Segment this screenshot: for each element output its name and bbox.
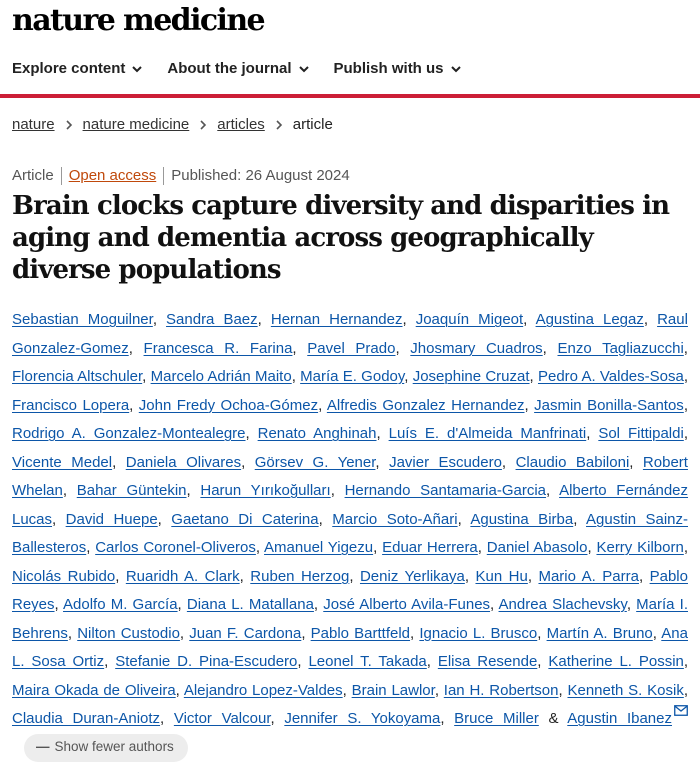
author-link[interactable]: Hernan Hernandez [270,311,403,328]
breadcrumb [12,114,333,136]
author-link[interactable]: Pablo Reyes [12,567,688,613]
author-link[interactable]: Kenneth S. Kosik [567,681,684,699]
author-link[interactable]: Carlos Coronel-Oliveros [95,539,256,556]
author-link[interactable]: Ana L. Sosa Ortiz [12,624,688,670]
author-separator: , [186,482,201,499]
author-separator: , [523,311,536,328]
author-link[interactable]: Bahar Güntekin [76,482,187,499]
author-separator: , [112,453,126,471]
author-separator: , [342,681,352,699]
author-link[interactable]: Maira Okada de Oliveira [12,681,176,699]
author-separator: , [376,425,389,442]
author-separator: , [683,339,688,357]
author-link[interactable]: Alfredis Gonzalez Hernandez [326,396,525,414]
breadcrumb-link-nature[interactable]: nature [12,116,55,133]
author-separator: , [558,681,568,699]
author-separator: , [546,482,560,499]
author-separator: , [54,596,64,613]
nav-publish-with-us[interactable] [334,58,462,80]
author-separator: , [529,368,538,385]
author-link[interactable]: Jhosmary Cuadros [410,339,543,357]
author-separator: , [587,539,597,556]
author-link[interactable]: Bruce Miller [454,710,539,727]
author-link[interactable]: Hernando Santamaria-Garcia [344,482,547,499]
author-link[interactable]: Juan F. Cardona [189,624,302,642]
author-link[interactable]: Brain Lawlor [351,681,435,699]
author-separator: , [313,596,324,613]
author-separator: , [179,624,190,642]
author-separator: , [157,510,172,528]
author-separator: , [457,510,471,528]
author-separator: , [349,567,360,585]
author-link[interactable]: Renato Anghinah [257,425,377,442]
author-link[interactable]: Enzo Tagliazucchi [557,339,684,357]
author-separator: , [542,339,558,357]
published-date: Published: 26 August 2024 [171,167,350,184]
author-link[interactable]: Nicolás Rubido [12,567,116,585]
author-separator: , [426,653,438,670]
author-separator: , [318,396,327,414]
author-link[interactable]: Andrea Slachevsky [498,596,627,613]
author-link[interactable]: Robert Whelan [12,453,688,499]
author-link[interactable]: Jennifer S. Yokoyama [284,710,441,727]
author-separator: , [683,539,688,556]
author-separator: , [142,368,151,385]
author-link-corresponding[interactable]: Agustin Ibanez [567,710,672,727]
author-link[interactable]: Mario A. Parra [538,567,639,585]
author-link[interactable]: Gaetano Di Caterina [171,510,319,528]
author-separator: , [501,453,516,471]
author-link[interactable]: Leonel T. Takada [308,653,427,670]
author-link[interactable]: Alberto Fernández Lucas [12,482,689,528]
author-separator: , [67,624,78,642]
author-separator: , [402,311,416,328]
author-separator: & [538,710,568,727]
author-link[interactable]: Harun Yırıkoğulları [200,482,331,499]
author-separator: , [255,539,265,556]
author-separator: , [52,510,66,528]
author-link[interactable]: Francesca R. Farina [143,339,293,357]
author-link[interactable]: Martín A. Bruno [546,624,653,642]
nav-label: About the journal [167,60,292,77]
author-separator: , [683,653,689,670]
author-link[interactable]: Agustina Birba [470,510,574,528]
author-list [12,306,688,762]
article-title: Brain clocks capture diversity and disparities in aging and dementia across geographically diverse populations [12,191,670,285]
chevron-down-icon [131,63,143,75]
article-type: Article [12,167,54,184]
author-separator: , [177,596,187,613]
author-link[interactable]: Victor Valcour [173,710,271,727]
author-link[interactable]: Alejandro Lopez-Valdes [183,681,343,699]
author-link[interactable]: Marcelo Adrián Maito [150,368,292,385]
author-link[interactable]: Kun Hu [475,567,528,585]
author-link[interactable]: Görsev G. Yener [254,453,376,471]
meta-divider [163,167,164,185]
show-fewer-label: Show fewer authors [54,739,174,755]
author-link[interactable]: Vicente Medel [12,453,113,471]
author-separator: , [104,653,116,670]
author-link[interactable]: Deniz Yerlikaya [359,567,465,585]
author-separator: , [291,368,301,385]
author-separator: , [395,339,411,357]
author-separator: , [652,624,662,642]
nav-label: Publish with us [333,60,444,77]
author-link[interactable]: Kerry Kilborn [596,539,684,556]
author-link[interactable]: Elisa Resende [437,653,538,670]
author-link[interactable]: Diana L. Matallana [186,596,314,613]
breadcrumb-current: article [292,116,333,133]
header-divider [0,94,700,98]
author-separator: , [537,624,547,642]
mail-icon[interactable] [674,705,688,716]
author-link[interactable]: Ian H. Robertson [443,681,559,699]
collapse-dash-icon: — [36,739,50,755]
author-link[interactable]: John Fredy Ochoa-Gómez [138,396,319,414]
author-separator: , [490,596,499,613]
author-separator: , [318,510,333,528]
author-link[interactable]: Eduar Herrera [382,539,478,556]
author-link[interactable]: Jasmin Bonilla-Santos [534,396,684,414]
author-separator: , [410,624,420,642]
author-separator: , [683,681,688,699]
breadcrumb-link-nature-medicine[interactable]: nature medicine [82,116,190,133]
author-separator: , [292,339,308,357]
author-link[interactable]: Sebastian Moguilner [12,311,153,328]
author-separator: , [527,567,539,585]
author-separator: , [270,710,285,727]
author-separator: , [434,681,444,699]
author-link[interactable]: Daniela Olivares [125,453,242,471]
author-separator: , [537,653,549,670]
author-separator: , [586,425,599,442]
author-separator: , [297,653,309,670]
author-separator: , [683,368,688,385]
author-separator: , [152,311,167,328]
author-link[interactable]: Sandra Baez [166,311,258,328]
author-separator: , [629,453,643,471]
author-link[interactable]: María E. Godoy [300,368,405,385]
chevron-down-icon [298,63,310,75]
author-link[interactable]: David Huepe [65,510,158,528]
open-access-link[interactable]: Open access [68,167,157,184]
author-link[interactable]: Pablo Barttfeld [310,624,411,642]
author-separator: , [115,567,126,585]
breadcrumb-link-articles[interactable]: articles [217,116,265,133]
author-separator: , [160,710,174,727]
author-separator: , [404,368,413,385]
nav-explore-content[interactable] [12,58,143,80]
author-link[interactable]: Francisco Lopera [12,396,130,414]
author-separator: , [175,681,184,699]
author-separator: , [257,311,271,328]
author-link[interactable]: Raul Gonzalez-Gomez [12,311,688,357]
author-separator: , [241,453,255,471]
show-fewer-authors-button[interactable] [24,734,188,762]
author-separator: , [683,396,688,414]
author-link[interactable]: Marcio Soto-Añari [332,510,458,528]
author-link[interactable]: Josephine Cruzat [412,368,530,385]
main-nav [12,58,462,80]
author-link[interactable]: María I. Behrens [12,596,688,642]
author-link[interactable]: Agustin Sainz-Ballesteros [12,510,688,556]
author-separator: , [129,396,139,414]
author-separator: , [638,567,650,585]
author-separator: , [373,539,383,556]
author-link[interactable]: Nilton Custodio [77,624,180,642]
author-link[interactable]: Ruben Herzog [250,567,350,585]
author-link[interactable]: Javier Escudero [389,453,502,471]
author-link[interactable]: Pedro A. Valdes-Sosa [537,368,684,385]
author-separator: , [62,482,77,499]
author-separator: , [683,425,688,442]
chevron-right-icon [64,119,74,131]
author-link[interactable]: Ignacio L. Brusco [419,624,538,642]
author-separator: , [626,596,637,613]
author-separator: , [239,567,251,585]
author-link[interactable]: Agustina Legaz [535,311,644,328]
author-separator: , [477,539,487,556]
author-separator: , [301,624,311,642]
author-link[interactable]: Florencia Altschuler [12,368,143,385]
site-logo[interactable]: nature medicine [12,3,265,38]
nav-about-journal[interactable] [167,58,309,80]
author-link[interactable]: Claudia Duran-Aniotz [12,710,161,727]
author-separator: , [128,339,144,357]
author-separator: , [524,396,535,414]
author-link[interactable]: Stefanie D. Pina-Escudero [115,653,298,670]
author-separator: , [375,453,390,471]
author-separator: , [573,510,586,528]
author-link[interactable]: Luís E. d'Almeida Manfrinati [388,425,587,442]
author-separator: , [464,567,476,585]
chevron-down-icon [450,63,462,75]
author-link[interactable]: José Alberto Avila-Funes [323,596,491,613]
author-separator: , [86,539,96,556]
author-link[interactable]: Claudio Babiloni [515,453,630,471]
author-link[interactable]: Rodrigo A. Gonzalez-Montealegre [12,425,246,442]
author-separator: , [440,710,455,727]
author-link[interactable]: Sol Fittipaldi [598,425,684,442]
author-link[interactable]: Daniel Abasolo [486,539,588,556]
meta-divider [61,167,62,185]
author-link[interactable]: Adolfo M. García [63,596,178,613]
author-link[interactable]: Amanuel Yigezu [264,539,374,556]
author-link[interactable]: Katherine L. Possin [548,653,684,670]
chevron-right-icon [198,119,208,131]
article-meta [12,165,350,187]
author-separator: , [245,425,258,442]
author-separator: , [643,311,658,328]
author-link[interactable]: Pavel Prado [307,339,396,357]
author-link[interactable]: Ruaridh A. Clark [125,567,240,585]
author-separator: , [330,482,345,499]
author-link[interactable]: Joaquín Migeot [415,311,524,328]
chevron-right-icon [274,119,284,131]
nav-label: Explore content [12,60,126,77]
